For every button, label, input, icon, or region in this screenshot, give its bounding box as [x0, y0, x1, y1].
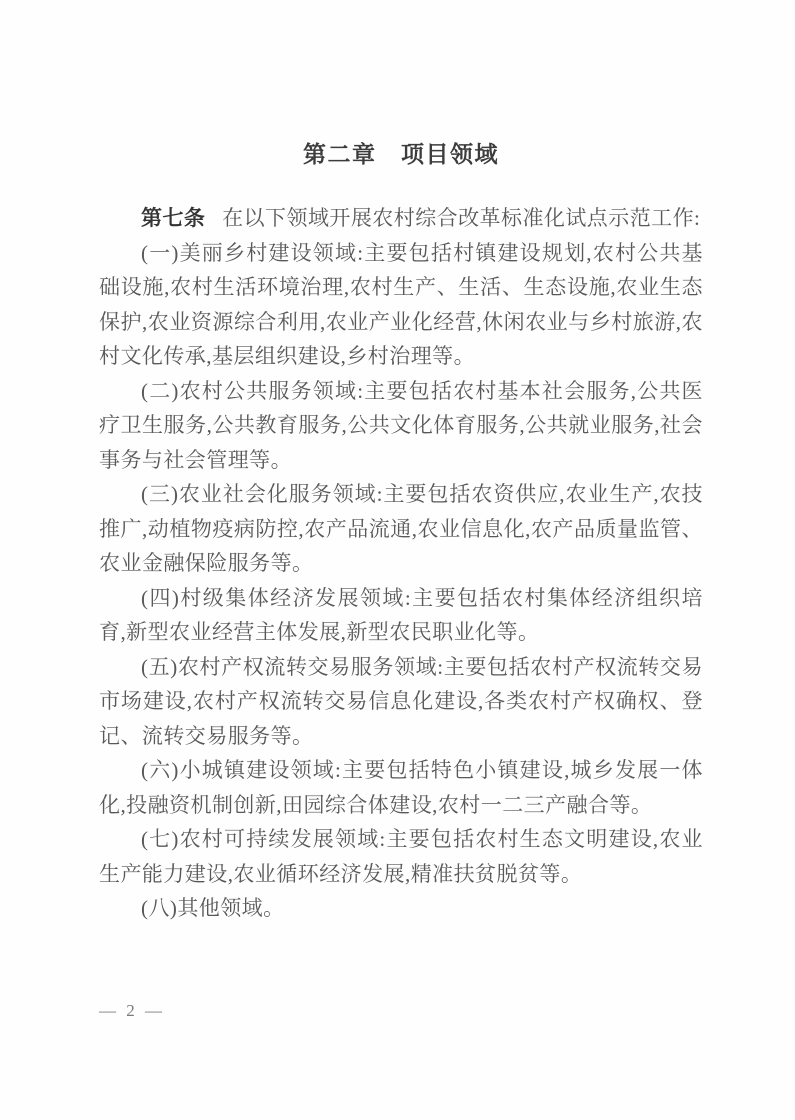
chapter-title: 第二章 项目领域 — [303, 142, 499, 167]
article-intro-paragraph — [99, 201, 703, 236]
list-item-3: (三)农业社会化服务领域:主要包括农资供应,农业生产,农技推广,动植物疫病防控,农产品流通,农业信息化,农产品质量监管、农业金融保险服务等。 — [99, 482, 703, 575]
list-item-4: (四)村级集体经济发展领域:主要包括农村集体经济组织培育,新型农业经营主体发展,新型农民职业化等。 — [99, 585, 703, 644]
article-number-label: 第七条 — [141, 206, 206, 230]
page-number: — 2 — — [99, 1001, 165, 1020]
list-item-5: (五)农村产权流转交易服务领域:主要包括农村产权流转交易市场建设,农村产权流转交易信息化建设,各类农村产权确权、登记、流转交易服务等。 — [99, 654, 703, 748]
list-item-2: (二)农村公共服务领域:主要包括农村基本社会服务,公共医疗卫生服务,公共教育服务,公共文化体育服务,公共就业服务,社会事务与社会管理等。 — [99, 378, 703, 472]
list-item-7: (七)农村可持续发展领域:主要包括农村生态文明建设,农业生产能力建设,农业循环经济发展,精准扶贫脱贫等。 — [99, 827, 703, 886]
list-item-1: (一)美丽乡村建设领域:主要包括村镇建设规划,农村公共基础设施,农村生活环境治理,农村生产、生活、生态设施,农业生态保护,农业资源综合利用,农业产业化经营,休闲农业与乡村旅游,农村文化传承,基层组织建设,乡村治理等。 — [99, 240, 703, 368]
list-item-8: (八)其他领域。 — [141, 896, 285, 920]
article-intro-text: 在以下领域开展农村综合改革标准化试点示范工作: — [222, 206, 701, 230]
article-body — [99, 201, 703, 926]
list-item-6: (六)小城镇建设领域:主要包括特色小镇建设,城乡发展一体化,投融资机制创新,田园综合体建设,农村一二三产融合等。 — [99, 758, 703, 817]
